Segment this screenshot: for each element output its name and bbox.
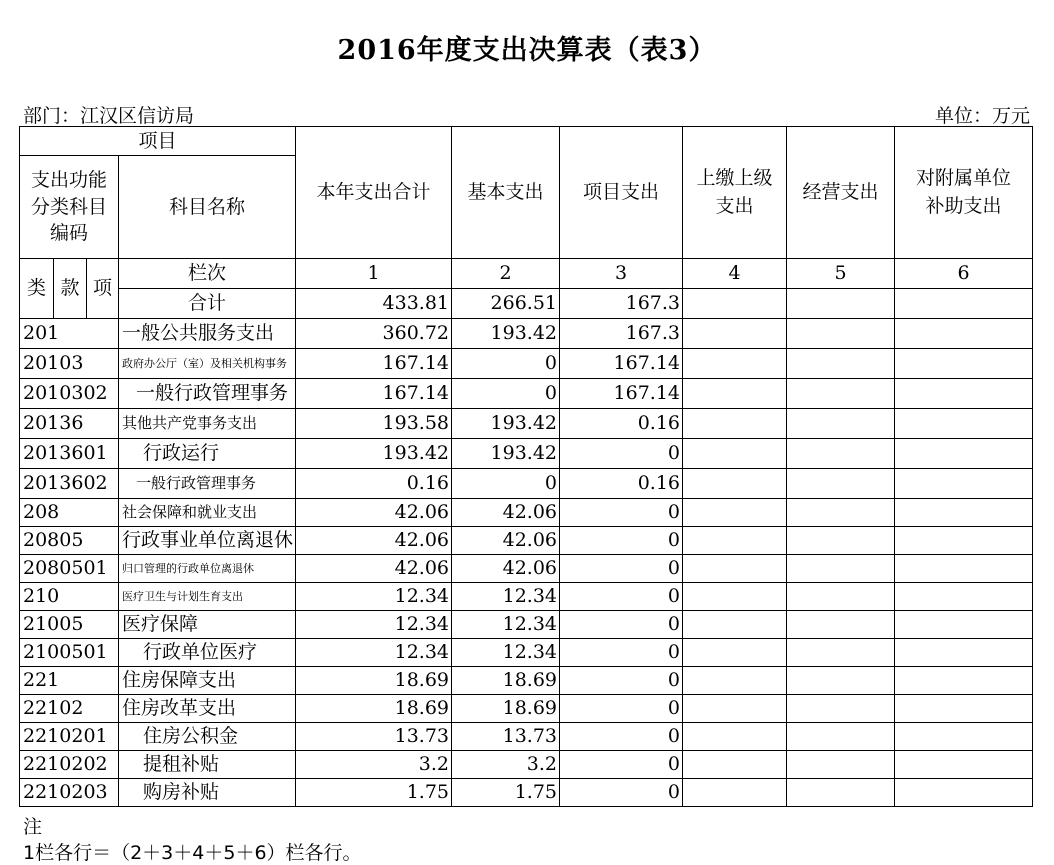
subject-name: 医疗卫生与计划生育支出: [119, 583, 296, 611]
lanci-label: 栏次: [119, 259, 296, 289]
value-cell-4: [683, 611, 787, 639]
value-cell-6: [895, 319, 1033, 349]
value-cell-2: 0: [452, 349, 560, 379]
subject-name: 医疗保障: [119, 611, 296, 639]
subject-name: 行政单位医疗: [119, 639, 296, 667]
value-cell-3: 0: [560, 439, 683, 469]
total-value-4: [683, 289, 787, 319]
value-cell-5: [787, 779, 895, 807]
value-cell-5: [787, 583, 895, 611]
value-cell-1: 193.58: [296, 409, 452, 439]
total-value-2: 266.51: [452, 289, 560, 319]
expenditure-table: [19, 126, 1033, 807]
value-cell-5: [787, 379, 895, 409]
lei-header: 类: [20, 259, 54, 319]
table-row: [20, 527, 1033, 555]
value-cell-3: 0: [560, 639, 683, 667]
value-cell-1: 0.16: [296, 469, 452, 499]
subject-name: 行政运行: [119, 439, 296, 469]
department-label: 部门：江汉区信访局: [23, 105, 195, 127]
value-cell-4: [683, 349, 787, 379]
subject-code: 20805: [20, 527, 119, 555]
col-num-1: 1: [296, 259, 452, 289]
value-cell-2: 12.34: [452, 611, 560, 639]
subject-name: 行政事业单位离退休: [119, 527, 296, 555]
table-row: [20, 319, 1033, 349]
value-cell-4: [683, 319, 787, 349]
value-cell-1: 42.06: [296, 555, 452, 583]
value-cell-5: [787, 439, 895, 469]
subject-code: 2013601: [20, 439, 119, 469]
table-row: [20, 439, 1033, 469]
value-cell-6: [895, 639, 1033, 667]
subject-name: 住房保障支出: [119, 667, 296, 695]
value-cell-5: [787, 555, 895, 583]
col-num-5: 5: [787, 259, 895, 289]
note-text: 1栏各行＝（2＋3＋4＋5＋6）栏各行。: [23, 842, 362, 864]
table-row: [20, 779, 1033, 807]
col-header-6: 对附属单位补助支出: [895, 127, 1033, 259]
value-cell-2: 0: [452, 379, 560, 409]
table-row: [20, 695, 1033, 723]
value-cell-5: [787, 349, 895, 379]
subject-name-header: 科目名称: [119, 156, 296, 259]
page-title: 2016年度支出决算表（表3）: [337, 35, 717, 66]
func-code-header: 支出功能分类科目编码: [20, 156, 119, 259]
value-cell-3: 0: [560, 499, 683, 527]
value-cell-2: 1.75: [452, 779, 560, 807]
value-cell-4: [683, 639, 787, 667]
total-value-1: 433.81: [296, 289, 452, 319]
value-cell-1: 12.34: [296, 611, 452, 639]
value-cell-4: [683, 409, 787, 439]
value-cell-3: 0: [560, 583, 683, 611]
subject-code: 20136: [20, 409, 119, 439]
value-cell-2: 13.73: [452, 723, 560, 751]
value-cell-5: [787, 695, 895, 723]
table-row: [20, 751, 1033, 779]
value-cell-6: [895, 409, 1033, 439]
value-cell-3: 0: [560, 695, 683, 723]
subject-name: 住房改革支出: [119, 695, 296, 723]
table-row: [20, 349, 1033, 379]
value-cell-1: 193.42: [296, 439, 452, 469]
value-cell-4: [683, 723, 787, 751]
value-cell-3: 0: [560, 751, 683, 779]
value-cell-5: [787, 469, 895, 499]
total-value-5: [787, 289, 895, 319]
value-cell-3: 0.16: [560, 409, 683, 439]
value-cell-4: [683, 379, 787, 409]
value-cell-3: 0: [560, 723, 683, 751]
col-header-1: 本年支出合计: [296, 127, 452, 259]
value-cell-6: [895, 779, 1033, 807]
col-header-2: 基本支出: [452, 127, 560, 259]
value-cell-4: [683, 583, 787, 611]
col-num-4: 4: [683, 259, 787, 289]
table-row: [20, 409, 1033, 439]
value-cell-3: 0: [560, 779, 683, 807]
col-num-2: 2: [452, 259, 560, 289]
subject-name: 社会保障和就业支出: [119, 499, 296, 527]
value-cell-1: 18.69: [296, 695, 452, 723]
total-label: 合计: [119, 289, 296, 319]
subject-code: 2013602: [20, 469, 119, 499]
value-cell-6: [895, 583, 1033, 611]
subject-code: 2080501: [20, 555, 119, 583]
value-cell-6: [895, 439, 1033, 469]
subject-code: 201: [20, 319, 119, 349]
table-row: [20, 583, 1033, 611]
value-cell-5: [787, 751, 895, 779]
value-cell-4: [683, 751, 787, 779]
value-cell-1: 42.06: [296, 527, 452, 555]
value-cell-2: 0: [452, 469, 560, 499]
value-cell-1: 12.34: [296, 583, 452, 611]
note-label: 注: [23, 816, 43, 838]
subject-code: 2210202: [20, 751, 119, 779]
value-cell-6: [895, 667, 1033, 695]
subject-name: 归口管理的行政单位离退休: [119, 555, 296, 583]
table-row: [20, 667, 1033, 695]
value-cell-2: 193.42: [452, 439, 560, 469]
value-cell-1: 167.14: [296, 349, 452, 379]
value-cell-1: 12.34: [296, 639, 452, 667]
table-row: [20, 723, 1033, 751]
value-cell-2: 18.69: [452, 667, 560, 695]
col-num-6: 6: [895, 259, 1033, 289]
value-cell-3: 0: [560, 527, 683, 555]
value-cell-4: [683, 555, 787, 583]
value-cell-4: [683, 695, 787, 723]
value-cell-4: [683, 779, 787, 807]
subject-name: 购房补贴: [119, 779, 296, 807]
value-cell-6: [895, 751, 1033, 779]
value-cell-1: 3.2: [296, 751, 452, 779]
value-cell-6: [895, 379, 1033, 409]
value-cell-5: [787, 319, 895, 349]
table-row: [20, 499, 1033, 527]
value-cell-4: [683, 667, 787, 695]
subject-code: 2100501: [20, 639, 119, 667]
value-cell-5: [787, 723, 895, 751]
value-cell-3: 0: [560, 611, 683, 639]
value-cell-3: 167.14: [560, 349, 683, 379]
total-value-3: 167.3: [560, 289, 683, 319]
value-cell-5: [787, 639, 895, 667]
subject-code: 20103: [20, 349, 119, 379]
value-cell-6: [895, 723, 1033, 751]
value-cell-3: 0: [560, 555, 683, 583]
value-cell-6: [895, 499, 1033, 527]
value-cell-2: 3.2: [452, 751, 560, 779]
subject-name: 一般行政管理事务: [119, 469, 296, 499]
col-header-4: 上缴上级支出: [683, 127, 787, 259]
value-cell-2: 42.06: [452, 499, 560, 527]
value-cell-4: [683, 527, 787, 555]
value-cell-1: 13.73: [296, 723, 452, 751]
subject-code: 21005: [20, 611, 119, 639]
value-cell-2: 42.06: [452, 527, 560, 555]
value-cell-1: 360.72: [296, 319, 452, 349]
value-cell-4: [683, 499, 787, 527]
subject-name: 一般行政管理事务: [119, 379, 296, 409]
value-cell-2: 193.42: [452, 319, 560, 349]
subject-code: 22102: [20, 695, 119, 723]
value-cell-3: 0: [560, 667, 683, 695]
value-cell-2: 193.42: [452, 409, 560, 439]
value-cell-6: [895, 527, 1033, 555]
kuan-header: 款: [54, 259, 87, 319]
project-header: 项目: [20, 127, 296, 156]
value-cell-2: 18.69: [452, 695, 560, 723]
subject-name: 住房公积金: [119, 723, 296, 751]
unit-label: 单位：万元: [934, 105, 1030, 127]
value-cell-3: 0.16: [560, 469, 683, 499]
subject-code: 2010302: [20, 379, 119, 409]
value-cell-3: 167.3: [560, 319, 683, 349]
value-cell-5: [787, 667, 895, 695]
value-cell-6: [895, 469, 1033, 499]
xiang-header: 项: [87, 259, 119, 319]
value-cell-4: [683, 469, 787, 499]
col-num-3: 3: [560, 259, 683, 289]
value-cell-4: [683, 439, 787, 469]
subject-code: 210: [20, 583, 119, 611]
value-cell-1: 1.75: [296, 779, 452, 807]
subject-code: 208: [20, 499, 119, 527]
value-cell-5: [787, 499, 895, 527]
value-cell-6: [895, 611, 1033, 639]
table-row: [20, 639, 1033, 667]
value-cell-2: 12.34: [452, 583, 560, 611]
subject-name: 其他共产党事务支出: [119, 409, 296, 439]
subject-code: 2210201: [20, 723, 119, 751]
value-cell-3: 167.14: [560, 379, 683, 409]
total-row: [20, 289, 1033, 319]
subject-name: 提租补贴: [119, 751, 296, 779]
table-row: [20, 379, 1033, 409]
subject-name: 政府办公厅（室）及相关机构事务: [119, 349, 296, 379]
value-cell-6: [895, 349, 1033, 379]
table-row: [20, 555, 1033, 583]
col-header-5: 经营支出: [787, 127, 895, 259]
value-cell-5: [787, 527, 895, 555]
value-cell-1: 18.69: [296, 667, 452, 695]
total-value-6: [895, 289, 1033, 319]
value-cell-5: [787, 611, 895, 639]
subject-code: 2210203: [20, 779, 119, 807]
value-cell-6: [895, 695, 1033, 723]
subject-name: 一般公共服务支出: [119, 319, 296, 349]
value-cell-1: 42.06: [296, 499, 452, 527]
value-cell-1: 167.14: [296, 379, 452, 409]
value-cell-6: [895, 555, 1033, 583]
value-cell-2: 42.06: [452, 555, 560, 583]
table-row: [20, 469, 1033, 499]
table-row: [20, 611, 1033, 639]
value-cell-2: 12.34: [452, 639, 560, 667]
value-cell-5: [787, 409, 895, 439]
col-header-3: 项目支出: [560, 127, 683, 259]
subject-code: 221: [20, 667, 119, 695]
